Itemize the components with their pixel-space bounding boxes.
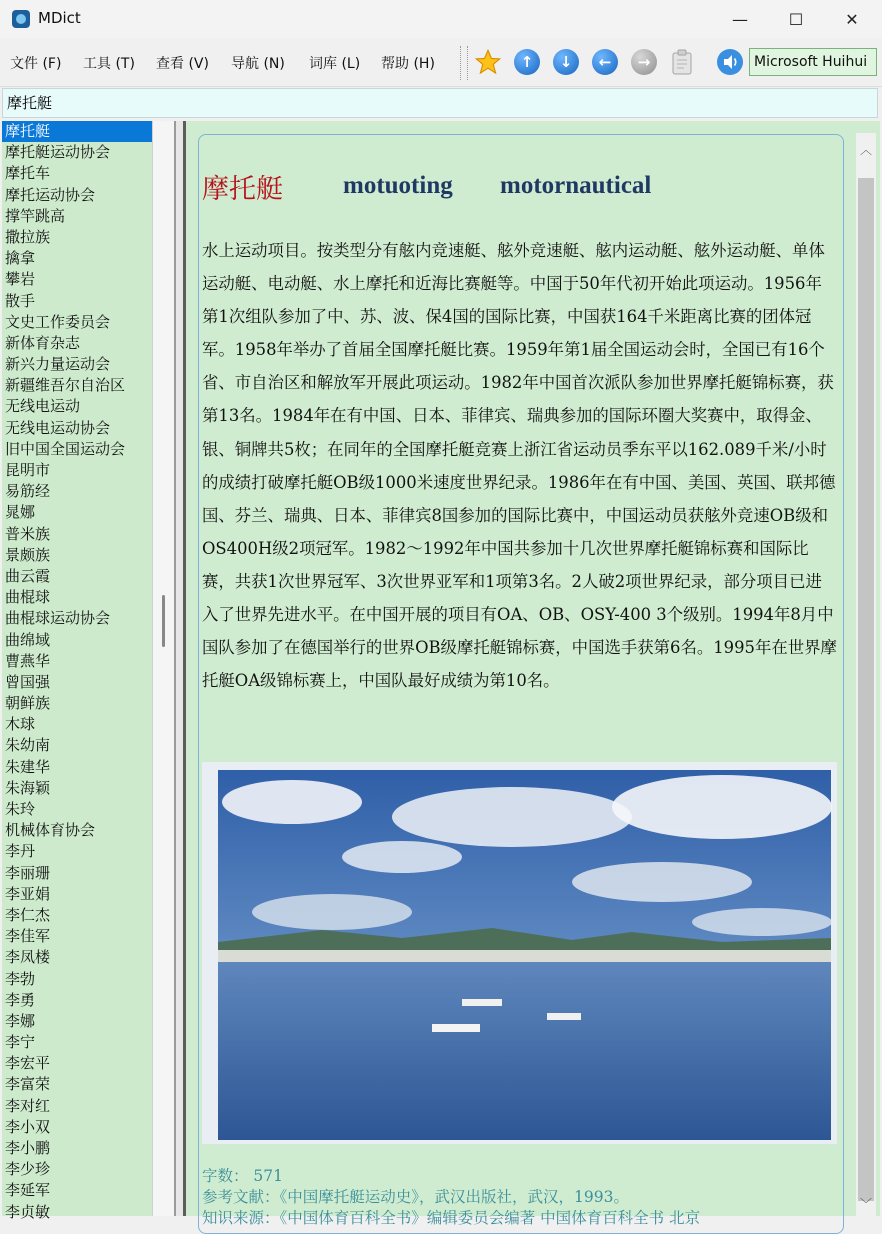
word-list-item[interactable]: 新体育杂志 bbox=[5, 333, 81, 352]
title-bar bbox=[0, 0, 882, 38]
word-list-item[interactable]: 普米族 bbox=[5, 524, 51, 543]
word-list-item[interactable]: 新兴力量运动会 bbox=[5, 355, 111, 374]
pinyin: motuoting bbox=[343, 172, 453, 199]
english-term: motornautical bbox=[500, 172, 652, 199]
word-list-scrollbar[interactable] bbox=[152, 121, 175, 1216]
search-input[interactable]: 摩托艇 bbox=[2, 88, 878, 118]
star-icon[interactable] bbox=[474, 48, 502, 76]
word-list-item[interactable]: 李丹 bbox=[5, 842, 36, 861]
word-list-item[interactable]: 摩托车 bbox=[5, 164, 51, 183]
minimize-button[interactable]: — bbox=[732, 9, 748, 29]
word-list-item[interactable]: 李勇 bbox=[5, 990, 36, 1009]
word-list-item[interactable]: 攀岩 bbox=[5, 270, 36, 289]
mdict-app-icon bbox=[12, 10, 30, 28]
menu-file[interactable]: 文件 (F) bbox=[10, 56, 62, 72]
word-list-item[interactable]: 摩托运动协会 bbox=[5, 185, 96, 204]
pane-splitter[interactable] bbox=[174, 121, 186, 1216]
headword: 摩托艇 bbox=[202, 174, 283, 205]
word-list-item[interactable]: 李丽珊 bbox=[5, 863, 51, 882]
menu-tools[interactable]: 工具 (T) bbox=[83, 56, 135, 72]
toolbar-grip[interactable] bbox=[460, 46, 468, 80]
word-list-item[interactable]: 朱玲 bbox=[5, 800, 36, 818]
scroll-up-icon[interactable]: ︿ bbox=[859, 143, 872, 157]
word-count: 字数： 571 bbox=[202, 1167, 284, 1185]
word-list-item[interactable]: 李延军 bbox=[5, 1181, 51, 1200]
arrow-right-icon[interactable]: → bbox=[630, 48, 658, 76]
word-list-item[interactable]: 撑竿跳高 bbox=[5, 206, 66, 225]
word-list-item[interactable]: 李勃 bbox=[5, 969, 36, 988]
word-list-item[interactable]: 擒拿 bbox=[5, 249, 36, 268]
word-list-item[interactable]: 新疆维吾尔自治区 bbox=[5, 376, 126, 395]
motorboat-photo bbox=[202, 762, 837, 1144]
word-list-item[interactable]: 曲棍球运动协会 bbox=[5, 609, 111, 628]
word-list-item[interactable]: 摩托艇运动协会 bbox=[5, 143, 111, 162]
knowledge-source: 知识来源：《中国体育百科全书》编辑委员会编著 中国体育百科全书 北京 bbox=[202, 1209, 701, 1227]
content-scroll-thumb[interactable] bbox=[858, 178, 874, 1201]
speaker-icon[interactable] bbox=[716, 48, 744, 76]
clipboard-icon[interactable] bbox=[668, 48, 696, 76]
word-list-item[interactable]: 李对红 bbox=[5, 1096, 51, 1115]
word-list bbox=[2, 121, 152, 1221]
word-list-item[interactable]: 朱幼南 bbox=[5, 736, 51, 755]
scroll-down-icon[interactable]: ﹀ bbox=[859, 1197, 872, 1211]
word-list-item[interactable]: 曲棍球 bbox=[5, 588, 51, 607]
voice-font-select[interactable]: Microsoft Huihui bbox=[749, 48, 877, 76]
arrow-left-icon[interactable]: ← bbox=[591, 48, 619, 76]
menu-library[interactable]: 词库 (L) bbox=[309, 56, 361, 72]
word-list-item[interactable]: 李小双 bbox=[5, 1117, 51, 1136]
menu-help[interactable]: 帮助 (H) bbox=[381, 56, 435, 72]
word-list-item[interactable]: 曲绵域 bbox=[5, 630, 51, 649]
menu-view[interactable]: 查看 (V) bbox=[156, 56, 209, 72]
word-list-item[interactable]: 朱建华 bbox=[5, 757, 51, 776]
word-list-item[interactable]: 散手 bbox=[5, 291, 36, 310]
entry-content bbox=[186, 121, 880, 1227]
word-list-item[interactable]: 摩托艇 bbox=[2, 121, 152, 142]
close-button[interactable]: ✕ bbox=[845, 9, 859, 29]
word-list-item[interactable]: 文史工作委员会 bbox=[5, 312, 111, 331]
word-list-item[interactable]: 无线电运动 bbox=[5, 397, 81, 416]
maximize-button[interactable]: ☐ bbox=[788, 9, 804, 29]
word-list-item[interactable]: 昆明市 bbox=[5, 461, 51, 479]
content-scrollbar[interactable] bbox=[856, 133, 876, 1216]
word-list-item[interactable]: 李仁杰 bbox=[5, 905, 51, 924]
word-list-item[interactable]: 李凤楼 bbox=[5, 948, 51, 967]
word-list-item[interactable]: 撒拉族 bbox=[5, 227, 51, 246]
word-list-item[interactable]: 李贞敏 bbox=[5, 1202, 51, 1221]
word-list-item[interactable]: 景颇族 bbox=[5, 545, 51, 564]
word-list-item[interactable]: 李宏平 bbox=[5, 1054, 51, 1073]
word-list-item[interactable]: 曾国强 bbox=[5, 672, 51, 691]
word-list-item[interactable]: 朝鲜族 bbox=[5, 694, 51, 713]
window-title: MDict bbox=[38, 9, 81, 27]
word-list-item[interactable]: 李小鹏 bbox=[5, 1139, 51, 1157]
word-list-item[interactable]: 李宁 bbox=[5, 1033, 36, 1052]
word-list-item[interactable]: 李少珍 bbox=[5, 1160, 51, 1179]
word-list-item[interactable]: 曹燕华 bbox=[5, 651, 51, 670]
word-list-item[interactable]: 曲云霞 bbox=[5, 566, 51, 585]
word-list-scroll-thumb[interactable] bbox=[162, 595, 165, 647]
word-list-item[interactable]: 李亚娟 bbox=[5, 884, 51, 903]
word-list-item[interactable]: 晁娜 bbox=[5, 503, 36, 522]
word-list-item[interactable]: 机械体育协会 bbox=[5, 821, 96, 840]
entry-body: 水上运动项目。按类型分有舷内竞速艇、舷外竞速艇、舷内运动艇、舷外运动艇、单体运动艇、电动艇、水上摩托和近海比赛艇等。中国于50年代初开始此项运动。1956年第1次组队参加了中、苏、波、保4国的国际比赛，中国获164千米距离比赛的团体冠军。1958年举办了首届全国摩托艇比赛。1959年第1届全国运动会时，全国已有16个省、市自治区和解放军开展此项运动。1982年中国首次派队参加世界摩托艇锦标赛，获第13名。1984年在有中国、日本、菲律宾、瑞典参加的国际环圈大奖赛中，取得金、银、铜牌共5枚；在同年的全国摩托艇竞赛上浙江省运动员季东平以162.089千米/小时的成绩打破摩托艇OB级1000米速度世界纪录。1986年在有中国、美国、英国、联邦德国、芬兰、瑞典、日本、菲律宾8国参加的国际比赛中，中国运动员获舷外竞速OB级和OS400H级2项冠军。1982～1992年中国共参加十几次世界摩托艇锦标赛和国际比赛，共获1次世界冠军、3次世界亚军和1项第3名。2人破2项世界纪录，部分项目已进入了世界先进水平。在中国开展的项目有OA、OB、OSY-400 3个级别。1994年8月中国队参加了在德国举行的世界OB级摩托艇锦标赛，中国选手获第6名。1995年在世界摩托艇OA级锦标赛上，中国队最好成绩为第10名。 bbox=[202, 241, 837, 691]
word-list-item[interactable]: 易筋经 bbox=[5, 482, 51, 501]
word-list-item[interactable]: 旧中国全国运动会 bbox=[5, 439, 126, 458]
reference: 参考文献：《中国摩托艇运动史》，武汉出版社，武汉，1993。 bbox=[202, 1188, 629, 1206]
word-list-item[interactable]: 无线电运动协会 bbox=[5, 418, 111, 437]
arrow-down-icon[interactable]: ↓ bbox=[552, 48, 580, 76]
word-list-item[interactable]: 李佳军 bbox=[5, 927, 51, 946]
word-list-item[interactable]: 朱海颖 bbox=[5, 778, 51, 797]
word-list-item[interactable]: 李富荣 bbox=[5, 1075, 51, 1094]
word-list-item[interactable]: 李娜 bbox=[5, 1011, 36, 1030]
word-list-item[interactable]: 木球 bbox=[5, 715, 36, 734]
arrow-up-icon[interactable]: ↑ bbox=[513, 48, 541, 76]
menu-navigate[interactable]: 导航 (N) bbox=[231, 56, 285, 72]
